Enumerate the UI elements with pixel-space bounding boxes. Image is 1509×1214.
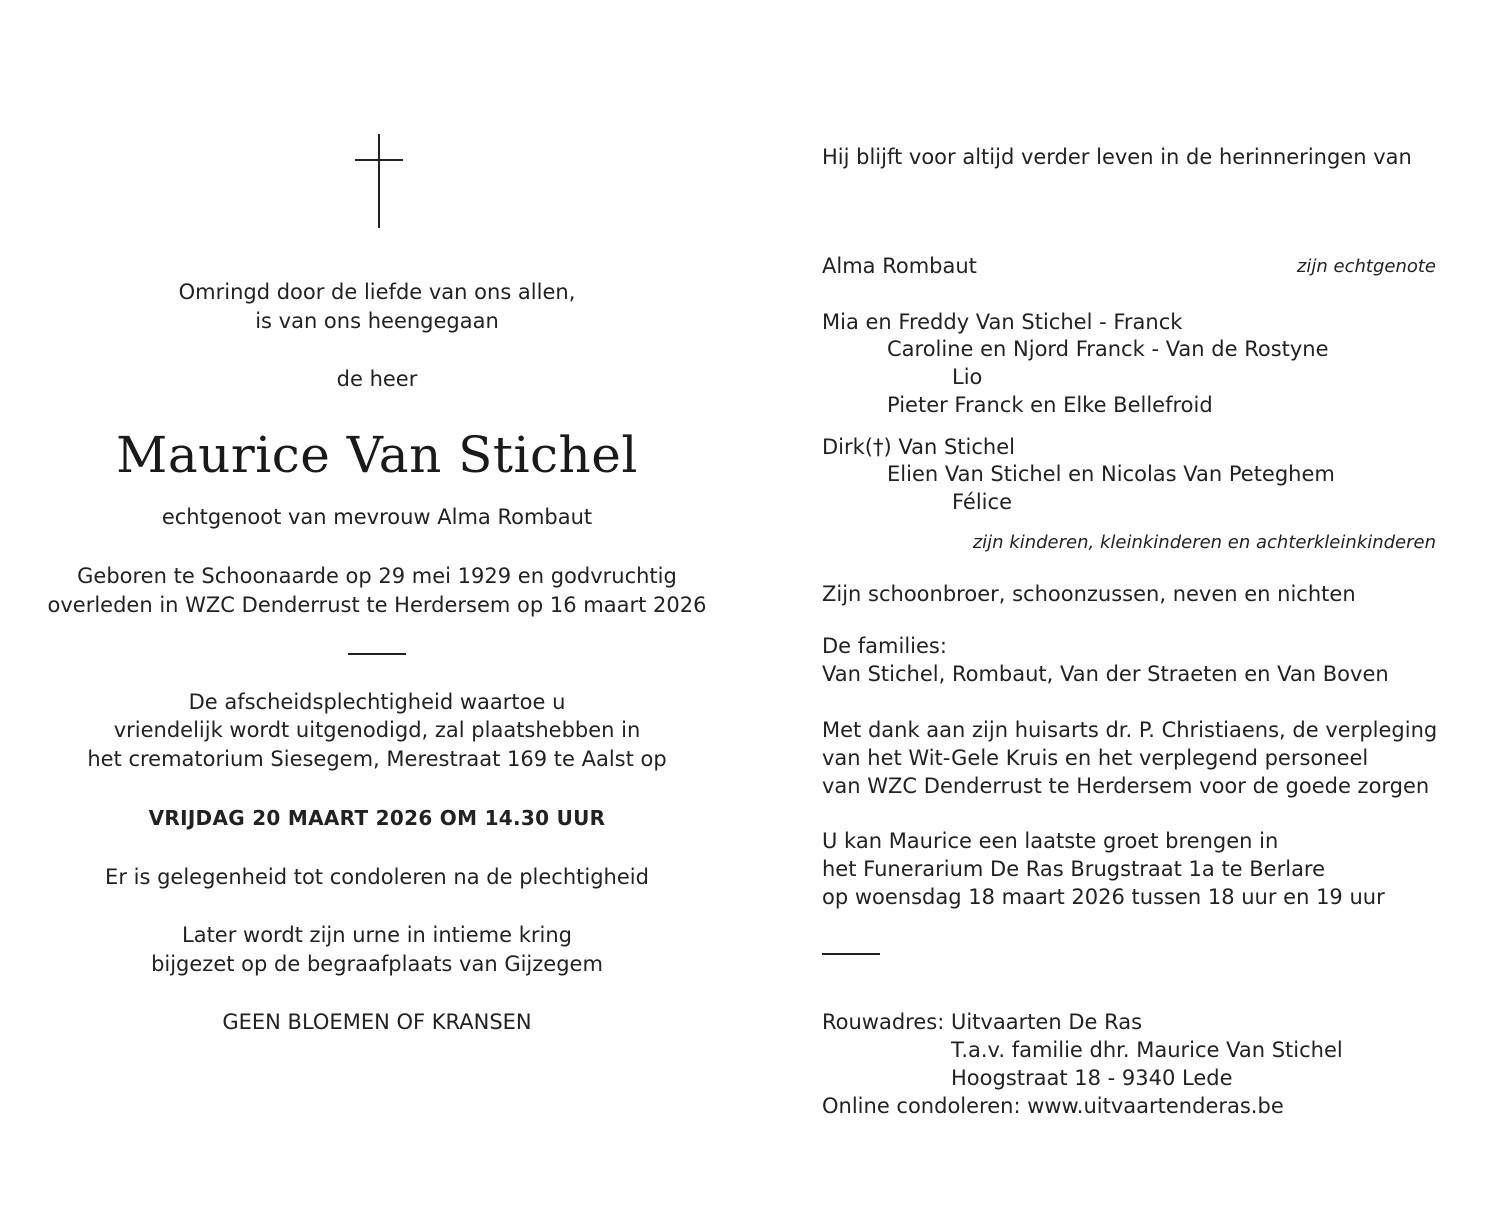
section-divider	[348, 653, 406, 655]
family-1-greatgrandchild: Lio	[952, 365, 983, 389]
address-line-2: T.a.v. familie dhr. Maurice Van Stichel	[951, 1038, 1343, 1062]
families-names: Van Stichel, Rombaut, Van der Straeten en Van Boven	[822, 662, 1389, 686]
no-flowers-note: GEEN BLOEMEN OF KRANSEN	[222, 1010, 532, 1034]
urn-line-2: bijgezet op de begraafplaats van Gijzegem	[151, 952, 603, 976]
cross-icon	[355, 134, 403, 228]
ceremony-line-3: het crematorium Siesegem, Merestraat 169 te Aalst op	[87, 747, 667, 771]
thanks-line-2: van het Wit-Gele Kruis en het verplegend personeel	[822, 746, 1369, 770]
visit-line-1: U kan Maurice een laatste groet brengen in	[822, 829, 1279, 853]
condolence-note: Er is gelegenheid tot condoleren na de plechtigheid	[105, 865, 649, 889]
intro-line-2: is van ons heengegaan	[255, 309, 499, 333]
ceremony-line-1: De afscheidsplechtigheid waartoe u	[188, 690, 566, 714]
born-line-1: Geboren te Schoonaarde op 29 mei 1929 en godvruchtig	[77, 564, 677, 588]
address-line-1: Rouwadres: Uitvaarten De Ras	[822, 1010, 1143, 1034]
spouse-name: Alma Rombaut	[822, 254, 977, 278]
in-laws: Zijn schoonbroer, schoonzussen, neven en nichten	[822, 582, 1356, 606]
title-prefix: de heer	[336, 367, 418, 391]
family-1-grandchild-b: Pieter Franck en Elke Bellefroid	[887, 393, 1213, 417]
spouse-role: zijn echtgenote	[1296, 256, 1436, 277]
children-role: zijn kinderen, kleinkinderen en achterkleinkinderen	[972, 532, 1436, 553]
family-2-greatgrandchild: Félice	[952, 490, 1012, 514]
family-1-grandchild-a: Caroline en Njord Franck - Van de Rostyne	[887, 337, 1329, 361]
born-line-2: overleden in WZC Denderrust te Herdersem op 16 maart 2026	[47, 593, 707, 617]
memory-intro: Hij blijft voor altijd verder leven in de herinneringen van	[822, 145, 1412, 169]
family-2-grandchild: Elien Van Stichel en Nicolas Van Peteghem	[887, 462, 1335, 486]
thanks-line-3: van WZC Denderrust te Herdersem voor de goede zorgen	[822, 774, 1430, 798]
visit-line-3: op woensdag 18 maart 2026 tussen 18 uur en 19 uur	[822, 885, 1385, 909]
right-page	[822, 0, 1442, 1214]
deceased-name: Maurice Van Stichel	[116, 426, 638, 484]
address-line-3: Hoogstraat 18 - 9340 Lede	[951, 1066, 1233, 1090]
address-divider	[822, 953, 880, 955]
intro-line-1: Omringd door de liefde van ons allen,	[178, 280, 576, 304]
ceremony-line-2: vriendelijk wordt uitgenodigd, zal plaatshebben in	[113, 718, 641, 742]
thanks-line-1: Met dank aan zijn huisarts dr. P. Christiaens, de verpleging	[822, 718, 1438, 742]
family-1: Mia en Freddy Van Stichel - Franck	[822, 310, 1183, 334]
family-2: Dirk(†) Van Stichel	[822, 435, 1015, 459]
families-label: De families:	[822, 634, 947, 658]
left-page	[40, 0, 714, 1214]
visit-line-2: het Funerarium De Ras Brugstraat 1a te Berlare	[822, 857, 1326, 881]
spouse-line: echtgenoot van mevrouw Alma Rombaut	[161, 505, 593, 529]
online-condolence: Online condoleren: www.uitvaartenderas.be	[822, 1094, 1284, 1118]
ceremony-date: VRIJDAG 20 MAART 2026 OM 14.30 UUR	[148, 806, 606, 830]
urn-line-1: Later wordt zijn urne in intieme kring	[182, 923, 572, 947]
